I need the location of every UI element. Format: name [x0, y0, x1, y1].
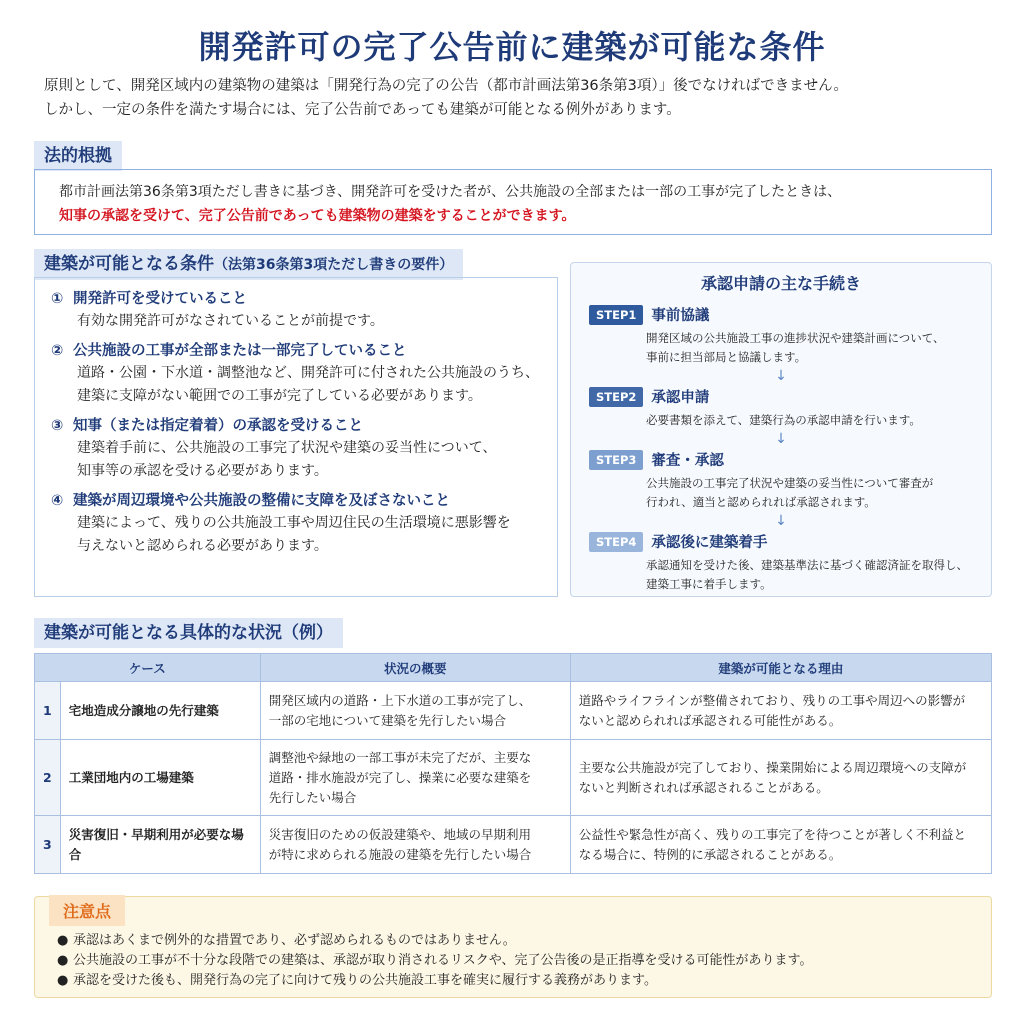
case-summary-line: 道路・排水施設が完了し、操業に必要な建築を	[268, 769, 532, 785]
table-row	[35, 682, 992, 740]
condition-text: 建築着手前に、公共施設の工事完了状況や建築の妥当性について、	[77, 440, 497, 456]
condition-text: 建築に支障がない範囲での工事が完了している必要があります。	[77, 388, 482, 404]
cases-table	[34, 653, 992, 874]
step-name: 承認申請	[651, 390, 710, 406]
row-number: 1	[35, 682, 61, 740]
notes-label: 注意点	[49, 895, 125, 926]
condition-number: ②	[51, 343, 64, 359]
condition-number: ④	[51, 493, 64, 509]
case-summary-line: 先行したい場合	[268, 789, 357, 805]
case-reason	[570, 682, 991, 740]
legal-basis-highlight: 知事の承認を受けて、完了公告前であっても建築物の建築をすることができます。	[59, 208, 576, 224]
notes-box	[34, 896, 992, 998]
condition-item	[51, 490, 541, 558]
case-summary-line: 一部の宅地について建築を先行したい場合	[268, 712, 506, 728]
conditions-box	[34, 277, 558, 597]
table-header-case: ケース	[35, 654, 261, 682]
case-summary	[260, 816, 570, 874]
procedure-box	[570, 262, 992, 597]
step-desc-line: 事前に担当部局と協議します。	[646, 350, 807, 364]
note-text: 承認を受けた後も、開発行為の完了に向けて残りの公共施設工事を確実に履行する義務があります。	[73, 973, 657, 988]
condition-text: 道路・公園・下水道・調整池など、開発許可に付された公共施設のうち、	[77, 365, 539, 381]
step-3	[589, 449, 973, 512]
conditions-title: 建築が可能となる条件	[44, 254, 214, 274]
case-summary	[260, 682, 570, 740]
note-item	[57, 931, 971, 951]
case-reason-line: ないと認められれば承認される可能性がある。	[578, 712, 842, 728]
case-summary	[260, 740, 570, 816]
condition-heading: 知事（または指定着着）の承認を受けること	[73, 418, 363, 434]
table-header-reason: 建築が可能となる理由	[570, 654, 991, 682]
case-summary-line: が特に求められる施設の建築を先行したい場合	[268, 846, 532, 862]
cases-table-wrap	[34, 653, 992, 874]
note-text: 承認はあくまで例外的な措置であり、必ず認められるものではありません。	[73, 933, 516, 948]
condition-item	[51, 288, 541, 333]
case-summary-line: 災害復旧のための仮設建築や、地域の早期利用	[268, 826, 531, 842]
step-desc-line: 承認通知を受けた後、建築基準法に基づく確認済証を取得し、	[646, 558, 968, 572]
note-item	[57, 951, 971, 971]
row-number: 3	[35, 816, 61, 874]
step-name: 審査・承認	[651, 453, 724, 469]
case-reason	[570, 740, 991, 816]
condition-text: 建築によって、残りの公共施設工事や周辺住民の生活環境に悪影響を	[77, 515, 511, 531]
case-name: 宅地造成分譲地の先行建築	[60, 682, 260, 740]
step-badge: STEP2	[589, 387, 643, 407]
down-arrow-icon: ↓	[775, 513, 787, 529]
condition-heading: 公共施設の工事が全部または一部完了していること	[73, 343, 407, 359]
condition-item	[51, 415, 541, 483]
conditions-subtitle: （法第36条第3項ただし書きの要件）	[214, 257, 454, 273]
case-summary-line: 調整池や緑地の一部工事が未完了だが、主要な	[268, 749, 532, 765]
intro-text	[44, 74, 994, 122]
table-row	[35, 816, 992, 874]
table-row	[35, 740, 992, 816]
legal-basis-box	[34, 169, 992, 235]
bullet-icon: ●	[57, 953, 69, 968]
step-name: 事前協議	[651, 308, 710, 324]
bullet-icon: ●	[57, 973, 69, 988]
condition-text: 与えないと認められる必要があります。	[77, 538, 328, 554]
case-name: 工業団地内の工場建築	[60, 740, 260, 816]
step-desc-line: 建築工事に着手します。	[646, 577, 772, 591]
note-item	[57, 971, 971, 991]
table-header-summary: 状況の概要	[260, 654, 570, 682]
intro-line: 原則として、開発区域内の建築物の建築は「開発行為の完了の公告（都市計画法第36条第3項）」後でなければできません。	[44, 78, 849, 94]
condition-heading: 開発許可を受けていること	[73, 291, 247, 307]
step-badge: STEP1	[589, 305, 643, 325]
table-header-row	[35, 654, 992, 682]
procedure-title: 承認申請の主な手続き	[700, 274, 861, 293]
conditions-label	[34, 249, 463, 280]
legal-basis-label: 法的根拠	[34, 141, 122, 171]
case-reason-line: 道路やライフラインが整備されており、残りの工事や周辺への影響が	[578, 692, 966, 708]
step-desc-line: 開発区域の公共施設工事の進捗状況や建築計画について、	[646, 331, 945, 345]
step-desc-line: 必要書類を添えて、建築行為の承認申請を行います。	[646, 413, 921, 427]
cases-label: 建築が可能となる具体的な状況（例）	[34, 618, 343, 648]
step-4	[589, 531, 973, 594]
note-text: 公共施設の工事が不十分な段階での建築は、承認が取り消されるリスクや、完了公告後の是正指導を受ける可能性があります。	[73, 953, 813, 968]
case-reason-line: なる場合に、特例的に承認されることがある。	[578, 846, 842, 862]
condition-number: ①	[51, 291, 64, 307]
step-desc-line: 行われ、適当と認められれば承認されます。	[646, 495, 876, 509]
step-badge: STEP3	[589, 450, 643, 470]
step-1	[589, 304, 973, 367]
case-reason-line: 公益性や緊急性が高く、残りの工事完了を待つことが著しく不利益と	[578, 826, 966, 842]
case-reason-line: 主要な公共施設が完了しており、操業開始による周辺環境への支障が	[578, 759, 967, 775]
condition-text: 知事等の承認を受ける必要があります。	[77, 463, 328, 479]
bullet-icon: ●	[57, 933, 69, 948]
condition-item	[51, 340, 541, 408]
condition-heading: 建築が周辺環境や公共施設の整備に支障を及ぼさないこと	[73, 493, 450, 509]
case-summary-line: 開発区域内の道路・上下水道の工事が完了し、	[268, 692, 532, 708]
page-title: 開発許可の完了公告前に建築が可能な条件	[198, 28, 826, 66]
step-desc-line: 公共施設の工事完了状況や建築の妥当性について審査が	[646, 476, 934, 490]
condition-number: ③	[51, 418, 64, 434]
case-name: 災害復旧・早期利用が必要な場合	[60, 816, 260, 874]
step-badge: STEP4	[589, 532, 643, 552]
case-reason-line: ないと判断されれば承認されることがある。	[578, 779, 829, 795]
step-name: 承認後に建築着手	[651, 535, 768, 551]
case-reason	[570, 816, 991, 874]
step-2	[589, 386, 973, 430]
down-arrow-icon: ↓	[775, 368, 787, 384]
row-number: 2	[35, 740, 61, 816]
down-arrow-icon: ↓	[775, 431, 787, 447]
intro-line: しかし、一定の条件を満たす場合には、完了公告前であっても建築が可能となる例外があります。	[44, 102, 681, 118]
condition-text: 有効な開発許可がなされていることが前提です。	[77, 313, 384, 329]
legal-basis-line: 都市計画法第36条第3項ただし書きに基づき、開発許可を受けた者が、公共施設の全部または一部の工事が完了したときは、	[59, 184, 842, 200]
